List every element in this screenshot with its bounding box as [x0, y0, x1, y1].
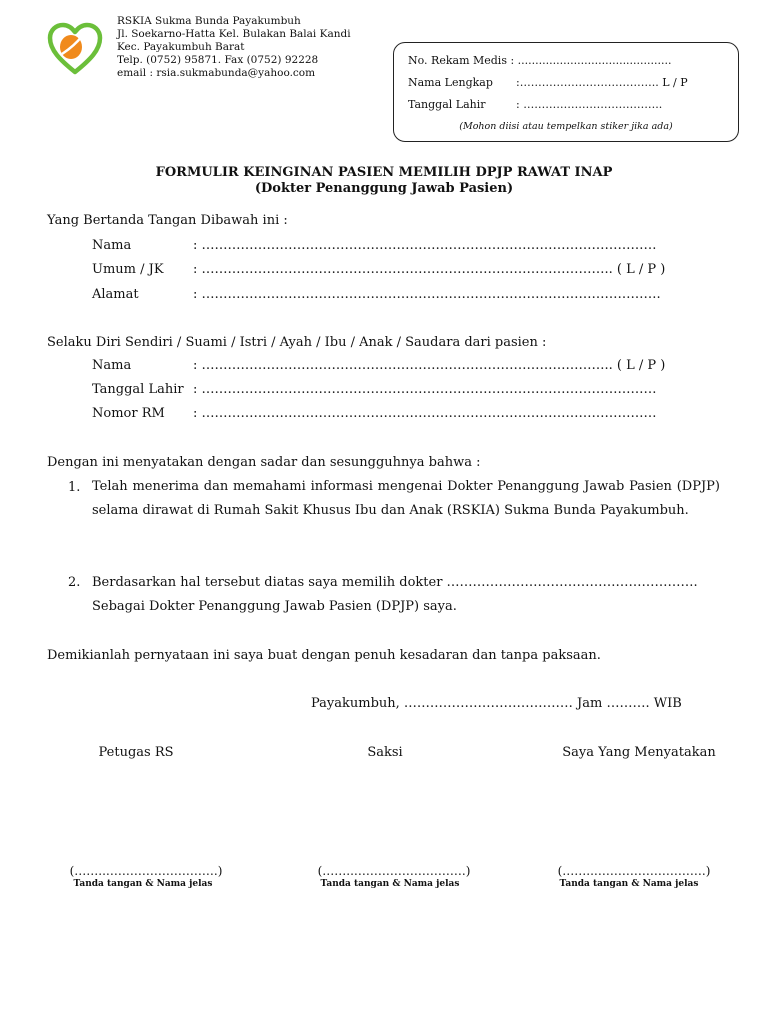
- clinic-name: RSKIA Sukma Bunda Payakumbuh: [117, 15, 301, 27]
- section1-alamat-field[interactable]: : …………………………………………………………………………………………….: [193, 287, 661, 302]
- statement-item2-line2: Sebagai Dokter Penanggung Jawab Pasien (DPJP) saya.: [92, 599, 457, 614]
- form-title: FORMULIR KEINGINAN PASIEN MEMILIH DPJP RAWAT INAP: [155, 165, 613, 180]
- nama-lengkap-label: Nama Lengkap: [408, 76, 493, 89]
- section1-umum-jk-label: Umum / JK: [92, 262, 164, 277]
- section2-nama-label: Nama: [92, 358, 132, 373]
- sticker-note: (Mohon diisi atau tempelkan stiker jika ada): [459, 121, 673, 132]
- signature-caption-petugas: Tanda tangan & Nama jelas: [73, 879, 213, 889]
- signature-caption-saksi: Tanda tangan & Nama jelas: [320, 879, 460, 889]
- hospital-logo: [46, 20, 104, 78]
- section1-nama-field[interactable]: : ……………………………………………………………………………………………: [193, 238, 657, 253]
- clinic-email: email : rsia.sukmabunda@yahoo.com: [117, 67, 316, 79]
- section1-umum-jk-field[interactable]: : ………………………………………………………………………………….. ( L / P ): [193, 262, 666, 277]
- no-rekam-medis-field[interactable]: No. Rekam Medis : ............................................: [408, 54, 672, 67]
- nama-lengkap-field[interactable]: :……………………………….. L / P: [516, 76, 688, 89]
- statement-item1-text: Telah menerima dan memahami informasi mengenai Dokter Penanggung Jawab Pasien (DPJP) selama dirawat di Rumah Sakit Khusus Ibu dan Anak (RSKIA) Sukma Bunda Payakumbuh.: [92, 479, 720, 518]
- statement-item1-number: 1.: [68, 480, 81, 495]
- clinic-address-line1: Jl. Soekarno-Hatta Kel. Bulakan Balai Kandi: [117, 28, 351, 40]
- section1-alamat-label: Alamat: [92, 287, 139, 302]
- section2-tanggal-lahir-label: Tanggal Lahir: [92, 382, 184, 397]
- tanggal-lahir-label: Tanggal Lahir: [408, 98, 486, 111]
- statement-intro: Dengan ini menyatakan dengan sadar dan sesungguhnya bahwa :: [47, 455, 481, 470]
- section2-nama-field[interactable]: : ………………………………………………………………………………….. ( L / P ): [193, 358, 666, 373]
- signature-line-saksi[interactable]: (……..……………………….): [317, 864, 471, 878]
- signature-role-petugas: Petugas RS: [98, 745, 174, 760]
- section2-nomor-rm-field[interactable]: : ……………………………………………………………………………………………: [193, 406, 657, 421]
- section2-tanggal-lahir-field[interactable]: : ……………………………………………………………………………………………: [193, 382, 657, 397]
- signature-line-petugas[interactable]: (……..……………………….): [69, 864, 223, 878]
- section1-intro: Yang Bertanda Tangan Dibawah ini :: [47, 213, 288, 228]
- statement-closing: Demikianlah pernyataan ini saya buat dengan penuh kesadaran dan tanpa paksaan.: [47, 648, 601, 663]
- medical-record-box: [393, 42, 739, 142]
- clinic-address-line2: Kec. Payakumbuh Barat: [117, 41, 245, 53]
- signature-caption-pernyataan: Tanda tangan & Nama jelas: [559, 879, 699, 889]
- signature-role-saksi: Saksi: [367, 745, 403, 760]
- tanggal-lahir-field[interactable]: : ………………………………..: [516, 98, 663, 111]
- heart-logo-icon: [46, 20, 104, 78]
- statement-item2-doctor-field[interactable]: Berdasarkan hal tersebut diatas saya memilih dokter ………………………………………………….: [92, 575, 698, 590]
- signature-line-pernyataan[interactable]: (……..……………………….): [557, 864, 711, 878]
- section2-nomor-rm-label: Nomor RM: [92, 406, 165, 421]
- signature-role-pernyataan: Saya Yang Menyatakan: [562, 745, 716, 760]
- statement-item2-number: 2.: [68, 575, 81, 590]
- section1-nama-label: Nama: [92, 238, 132, 253]
- place-date-field[interactable]: Payakumbuh, ………………………………… Jam ………. WIB: [311, 696, 682, 711]
- form-subtitle: (Dokter Penanggung Jawab Pasien): [254, 181, 514, 196]
- section2-intro: Selaku Diri Sendiri / Suami / Istri / Ayah / Ibu / Anak / Saudara dari pasien :: [47, 335, 547, 350]
- clinic-phone: Telp. (0752) 95871. Fax (0752) 92228: [117, 54, 319, 66]
